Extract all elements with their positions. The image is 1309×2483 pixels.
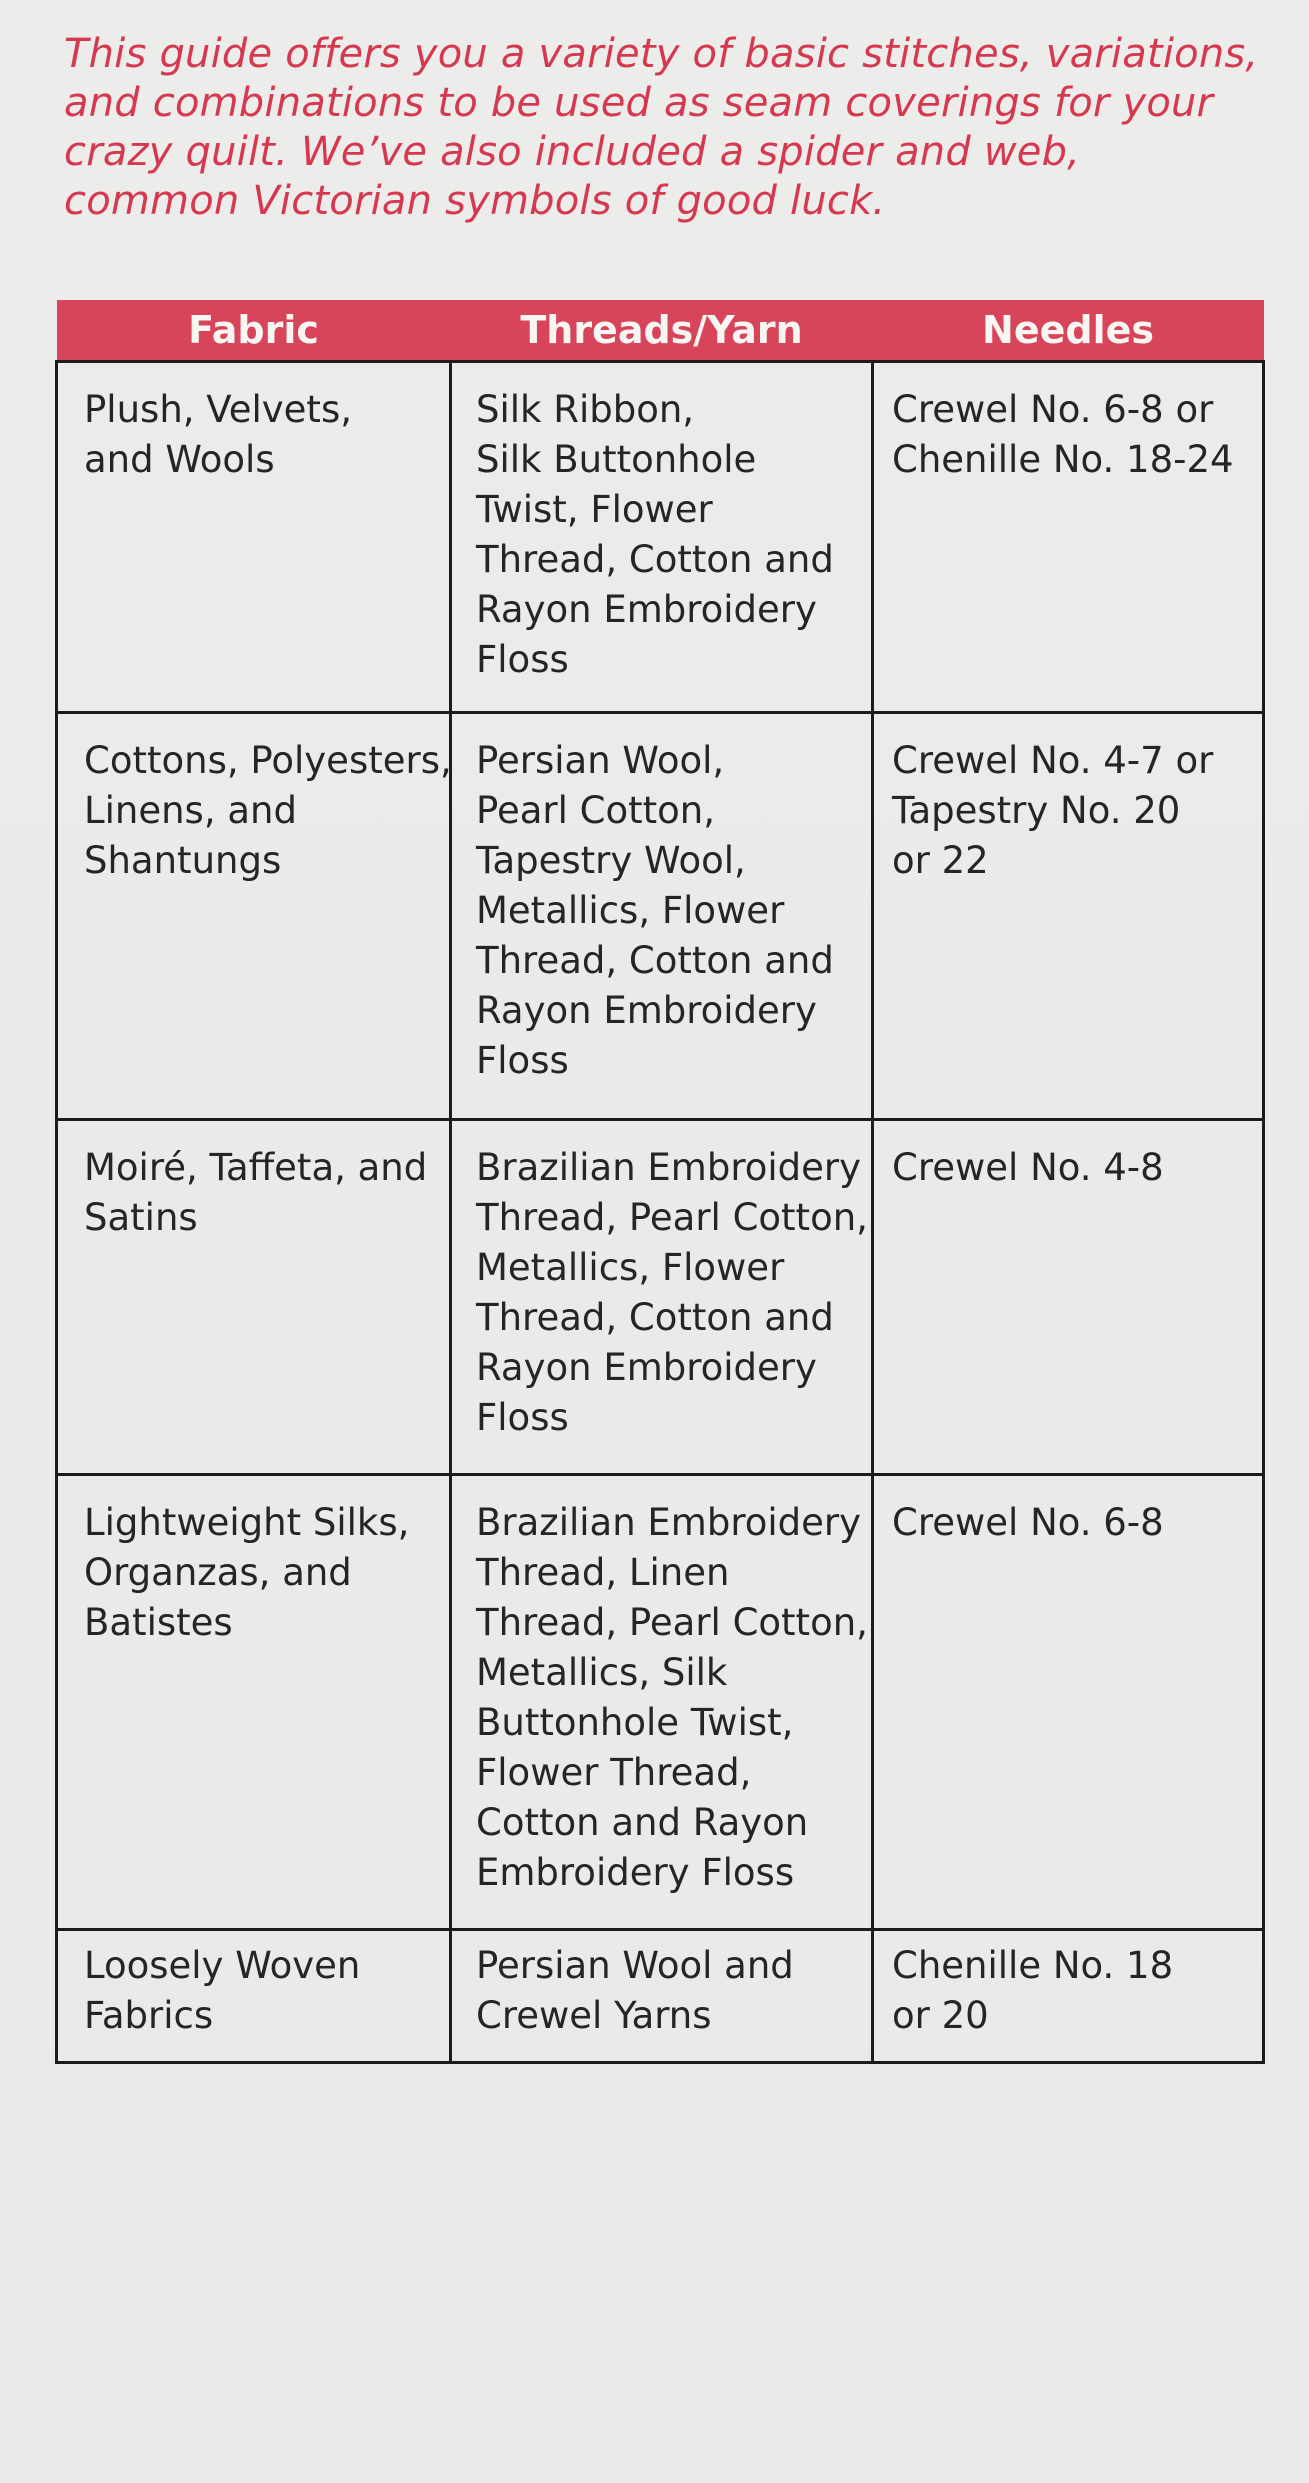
cell-line: Crewel No. 6-8 or	[892, 388, 1214, 431]
header-threads-yarn: Threads/Yarn	[451, 300, 873, 362]
intro-line: This guide offers you a variety of basic stitches, variations,	[64, 31, 1259, 77]
cell-line: Embroidery Floss	[476, 1851, 795, 1894]
cell-line: Floss	[476, 1039, 569, 1082]
cell-line: Rayon Embroidery	[476, 1346, 817, 1389]
needles-cell	[873, 713, 1264, 1120]
cell-line: Crewel No. 4-7 or	[892, 739, 1214, 782]
table-row	[57, 1930, 1264, 2063]
fabric-cell	[57, 1930, 451, 2063]
cell-line: Rayon Embroidery	[476, 989, 817, 1032]
intro-line: crazy quilt. We’ve also included a spider and web,	[64, 129, 1081, 175]
intro-line: and combinations to be used as seam coverings for your	[64, 80, 1214, 126]
fabric-cell	[57, 1475, 451, 1930]
cell-line: Thread, Cotton and	[476, 939, 834, 982]
needles-cell	[873, 1475, 1264, 1930]
intro-line: common Victorian symbols of good luck.	[64, 178, 886, 224]
cell-line: Persian Wool and	[476, 1944, 794, 1987]
cell-line: Fabrics	[84, 1994, 214, 2037]
cell-line: Tapestry No. 20	[892, 789, 1181, 832]
cell-line: Shantungs	[84, 839, 282, 882]
cell-line: Thread, Cotton and	[476, 1296, 834, 1339]
cell-line: Floss	[476, 1396, 569, 1439]
needles-cell	[873, 1930, 1264, 2063]
cell-line: Brazilian Embroidery	[476, 1501, 861, 1544]
header-row	[57, 300, 1264, 362]
needles-cell	[873, 362, 1264, 713]
table-row	[57, 1120, 1264, 1475]
threads-cell	[451, 1930, 873, 2063]
needles-cell	[873, 1120, 1264, 1475]
cell-line: Crewel No. 6-8	[892, 1501, 1164, 1544]
cell-line: Linens, and	[84, 789, 297, 832]
cell-line: Crewel No. 4-8	[892, 1146, 1164, 1189]
cell-line: Persian Wool,	[476, 739, 725, 782]
table-row	[57, 1475, 1264, 1930]
header-fabric: Fabric	[57, 300, 451, 362]
cell-line: Thread, Linen	[476, 1551, 730, 1594]
cell-line: Cotton and Rayon	[476, 1801, 809, 1844]
header-needles: Needles	[873, 300, 1264, 362]
cell-line: Loosely Woven	[84, 1944, 361, 1987]
cell-line: Batistes	[84, 1601, 233, 1644]
threads-cell	[451, 362, 873, 713]
cell-line: Plush, Velvets,	[84, 388, 352, 431]
table-header	[57, 300, 1264, 362]
cell-line: Metallics, Silk	[476, 1651, 728, 1694]
cell-line: Silk Buttonhole	[476, 438, 757, 481]
cell-line: Thread, Cotton and	[476, 538, 834, 581]
cell-line: Floss	[476, 638, 569, 681]
cell-line: Brazilian Embroidery	[476, 1146, 861, 1189]
cell-line: and Wools	[84, 438, 275, 481]
cell-line: Buttonhole Twist,	[476, 1701, 794, 1744]
threads-cell	[451, 713, 873, 1120]
table-row	[57, 713, 1264, 1120]
cell-line: or 20	[892, 1994, 989, 2037]
cell-line: Thread, Pearl Cotton,	[476, 1196, 868, 1239]
cell-line: Flower Thread,	[476, 1751, 752, 1794]
cell-line: Cottons, Polyesters,	[84, 739, 452, 782]
cell-line: Metallics, Flower	[476, 889, 785, 932]
cell-line: Crewel Yarns	[476, 1994, 712, 2037]
cell-line: Satins	[84, 1196, 198, 1239]
cell-line: Tapestry Wool,	[476, 839, 746, 882]
threads-cell	[451, 1120, 873, 1475]
threads-cell	[451, 1475, 873, 1930]
cell-line: Rayon Embroidery	[476, 588, 817, 631]
cell-line: Silk Ribbon,	[476, 388, 695, 431]
cell-line: Thread, Pearl Cotton,	[476, 1601, 868, 1644]
table-row	[57, 362, 1264, 713]
table-body	[57, 362, 1264, 2063]
cell-line: Chenille No. 18	[892, 1944, 1174, 1987]
cell-line: Moiré, Taffeta, and	[84, 1146, 428, 1189]
fabric-cell	[57, 1120, 451, 1475]
cell-line: Metallics, Flower	[476, 1246, 785, 1289]
cell-line: or 22	[892, 839, 989, 882]
cell-line: Lightweight Silks,	[84, 1501, 410, 1544]
cell-line: Chenille No. 18-24	[892, 438, 1234, 481]
fabric-cell	[57, 713, 451, 1120]
fabric-cell	[57, 362, 451, 713]
cell-line: Pearl Cotton,	[476, 789, 716, 832]
cell-line: Organzas, and	[84, 1551, 352, 1594]
cell-line: Twist, Flower	[476, 488, 713, 531]
intro-paragraph	[64, 30, 1264, 226]
stitch-materials-table	[55, 300, 1265, 2064]
